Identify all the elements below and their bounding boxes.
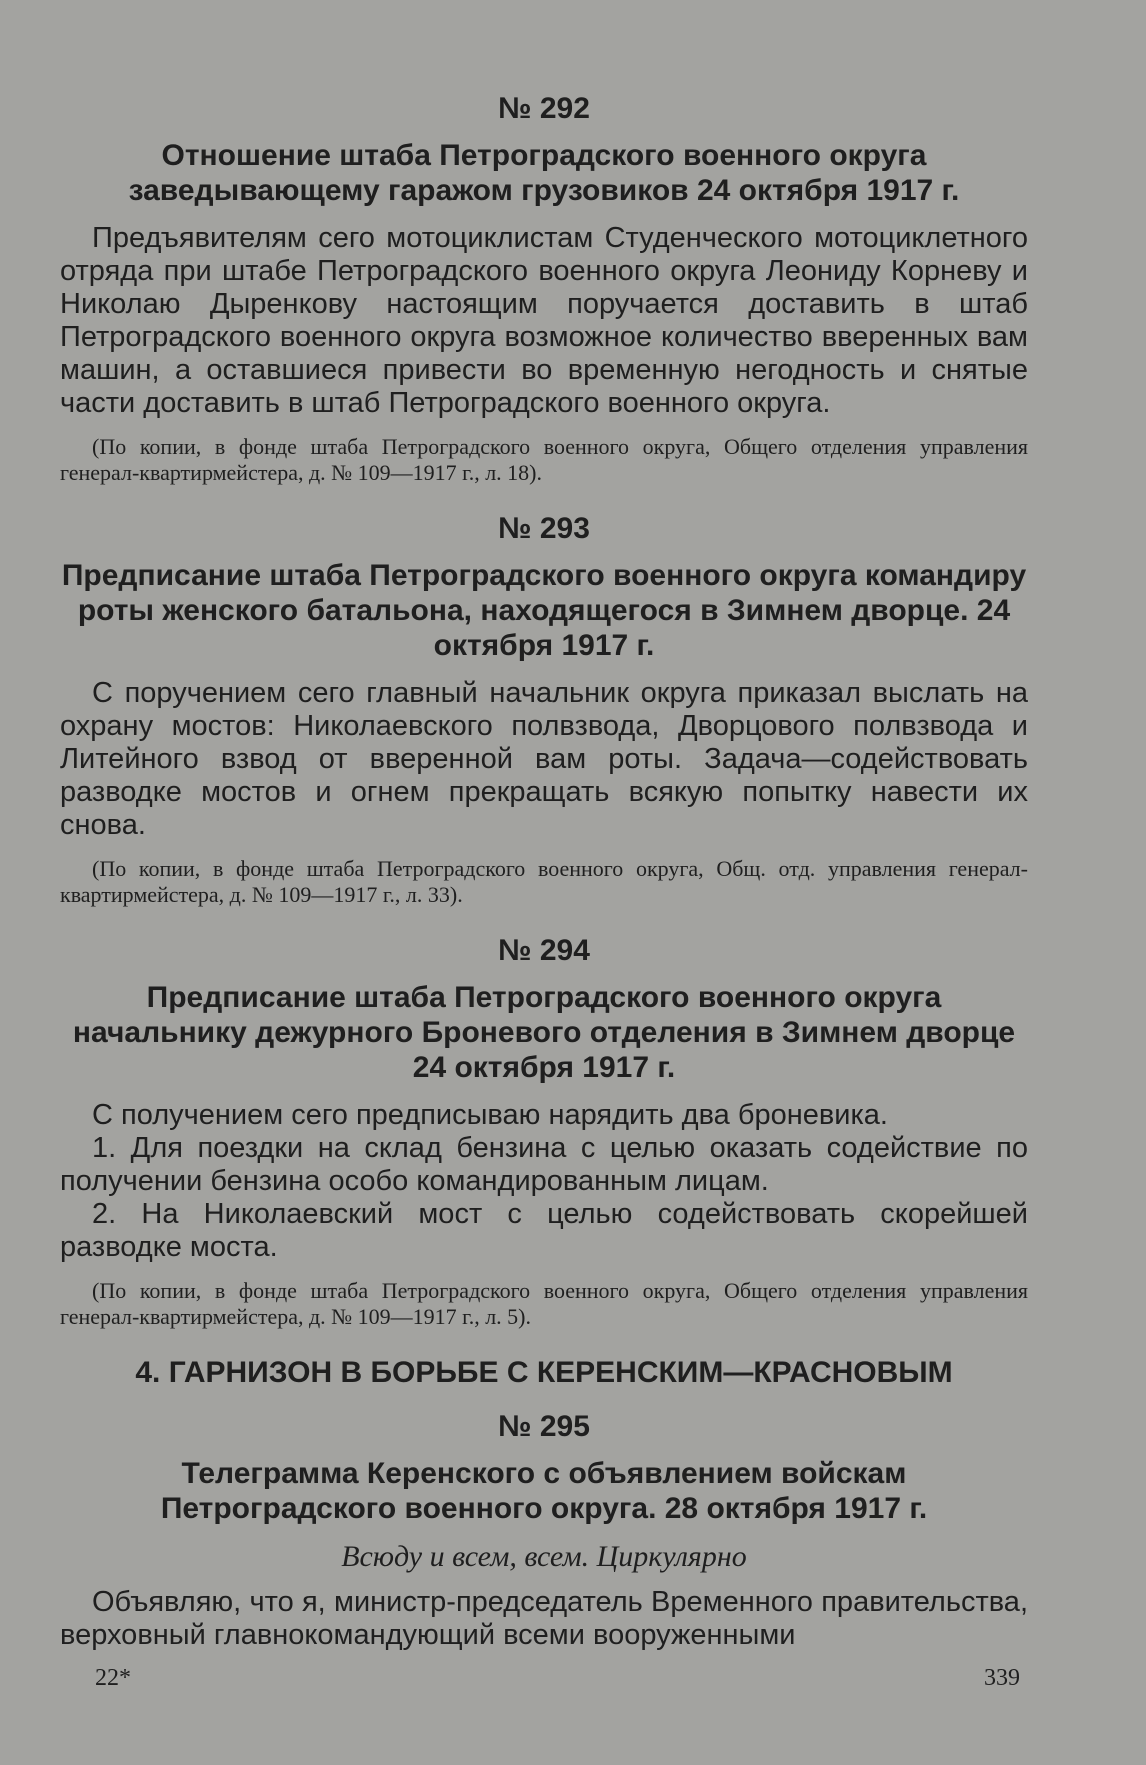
document-body: Объявляю, что я, министр-председатель Временного правительства, верховный главнокомандующий всеми вооруженными [60,1586,1028,1651]
document-295 [60,1410,1028,1652]
list-item: 1. Для поездки на склад бензина с целью оказать содействие по получении бензина особо командированным лицам. [60,1132,1028,1197]
page-content [60,92,1028,1652]
source-note: (По копии, в фонде штаба Петроградского военного округа, Общего отделения управления генерал-квартирмейстера, д. № 109—1917 г., л. 5). [60,1278,1028,1329]
document-title: Предписание штаба Петроградского военного округа командиру роты женского батальона, находящегося в Зимнем дворце. 24 октября 1917 г. [61,559,1027,662]
document-body: Предъявителям сего мотоциклистам Студенческого мотоциклетного отряда при штабе Петроградского военного округа Леониду Корневу и Николаю Дыренкову настоящим поручается доставить в штаб Петроградского военного округа возможное количество вверенных вам машин, а оставшиеся привести во временную негодность и снятые части доставить в штаб Петроградского военного округа. [60,222,1028,419]
document-293 [60,512,1028,908]
document-number: № 295 [498,1410,590,1443]
document-number: № 292 [498,92,590,125]
document-number: № 294 [498,934,590,967]
signature-mark: 22* [95,1665,131,1691]
page-number: 339 [984,1665,1020,1691]
document-body: С получением сего предписываю нарядить два броневика. [92,1099,888,1131]
document-body: С поручением сего главный начальник округа приказал выслать на охрану мостов: Николаевского полвзвода, Дворцового полвзвода и Литейного взвод от вверенной вам роты. Задача—содействовать разводке мостов и огнем прекращать всякую попытку навести их снова. [60,677,1028,841]
section-heading: 4. ГАРНИЗОН В БОРЬБЕ С КЕРЕНСКИМ—КРАСНОВЫМ [135,1356,953,1389]
list-item: 2. На Николаевский мост с целью содействовать скорейшей разводке моста. [60,1198,1028,1263]
document-title: Телеграмма Керенского с объявлением войскам Петроградского военного округа. 28 октября 1917 г. [160,1457,928,1525]
document-294 [60,934,1028,1330]
document-title: Отношение штаба Петроградского военного округа заведывающему гаражом грузовиков 24 октября 1917 г. [128,139,960,207]
address-line: Всюду и всем, всем. Циркулярно [341,1540,747,1573]
document-title: Предписание штаба Петроградского военного округа начальнику дежурного Броневого отделения в Зимнем дворце 24 октября 1917 г. [72,981,1016,1084]
document-292 [60,92,1028,486]
document-number: № 293 [498,512,590,545]
source-note: (По копии, в фонде штаба Петроградского военного округа, Общего отделения управления генерал-квартирмейстера, д. № 109—1917 г., л. 18). [60,434,1028,485]
source-note: (По копии, в фонде штаба Петроградского военного округа, Общ. отд. управления генерал-квартирмейстера, д. № 109—1917 г., л. 33). [60,856,1028,907]
